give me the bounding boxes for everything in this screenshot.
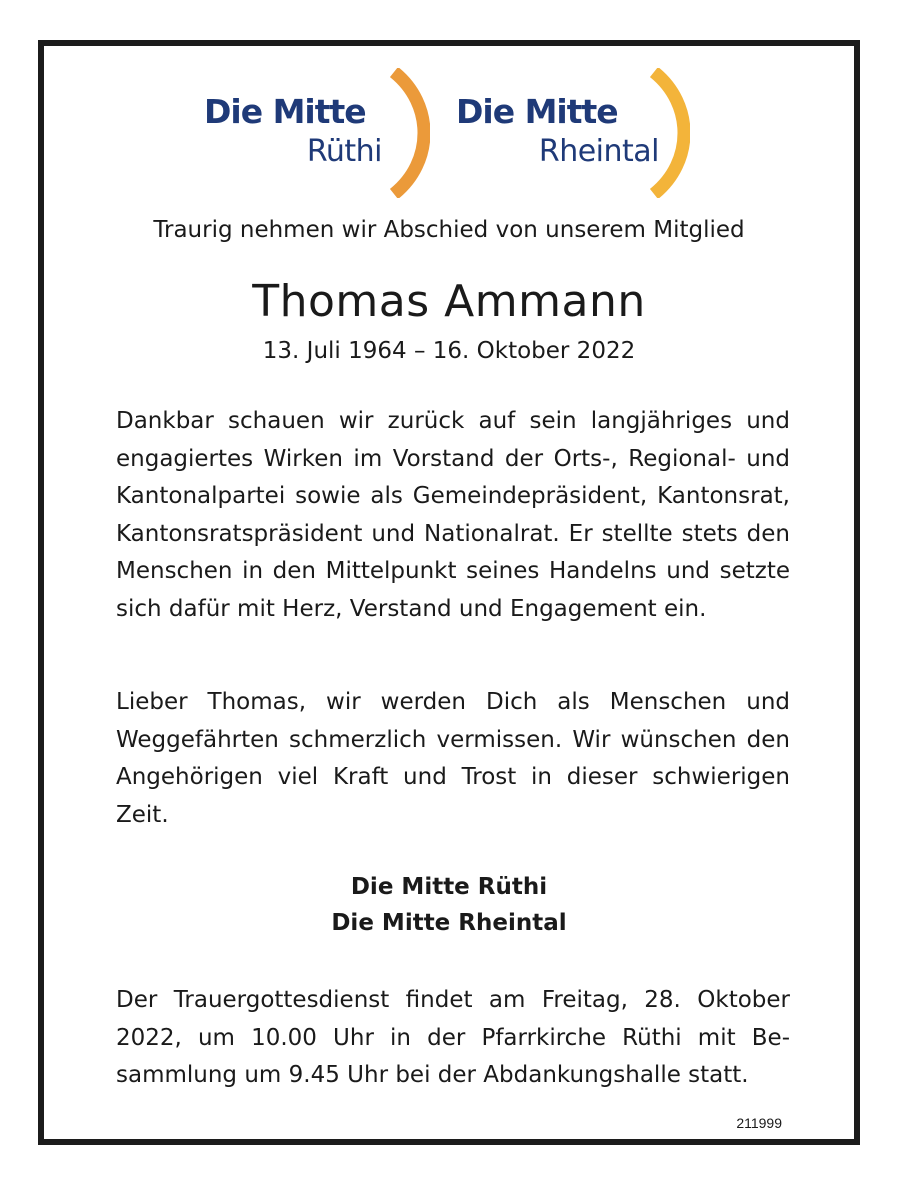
yellow-arc-icon [650,68,690,198]
logo-die-mitte-rheintal [456,68,696,198]
obituary-notice [38,40,860,1145]
farewell-paragraph: Lieber Thomas, wir werden Dich als Menschen und Weggefährten schmerzlich vermissen. Wir wünschen den Angehörigen viel Kraft und Trost in dieser schwierigen Zeit. [116,689,790,828]
tribute-paragraph: Dankbar schauen wir zurück auf sein langjähriges und engagiertes Wirken im Vorstand der Orts-, Regional- und Kantonalpartei sowie als Gemeindepräsident, Kantonsrat, Kantonsratspräsident und Nationalrat. Er stellte stets den Menschen in den Mittelpunkt seines Handelns und setzte sich dafür mit Herz, Verstand und Engagement ein. [116,408,790,622]
logo-subtitle: Rüthi [306,134,382,169]
signatory: Die Mitte Rüthi [350,874,548,900]
intro-line: Traurig nehmen wir Abschied von unserem Mitglied [153,217,745,243]
logo-die-mitte-ruethi [204,68,434,198]
signatories [44,869,854,941]
orange-arc-icon [390,68,430,198]
life-dates: 13. Juli 1964 – 16. Oktober 2022 [262,338,636,364]
logo-title: Die Mitte [456,92,618,131]
logo-subtitle: Rheintal [538,134,659,169]
signatory: Die Mitte Rheintal [331,910,567,936]
funeral-service-paragraph: Der Trauergottesdienst findet am Freitag, 28. Oktober 2022, um 10.00 Uhr in der Pfarrkirche Rüthi mit Besammlung um 9.45 Uhr bei der Abdankungshalle statt. [116,987,790,1088]
deceased-name: Thomas Ammann [252,276,646,327]
logo-row [44,68,854,198]
logo-title: Die Mitte [204,92,366,131]
reference-number: 211999 [736,1115,782,1131]
